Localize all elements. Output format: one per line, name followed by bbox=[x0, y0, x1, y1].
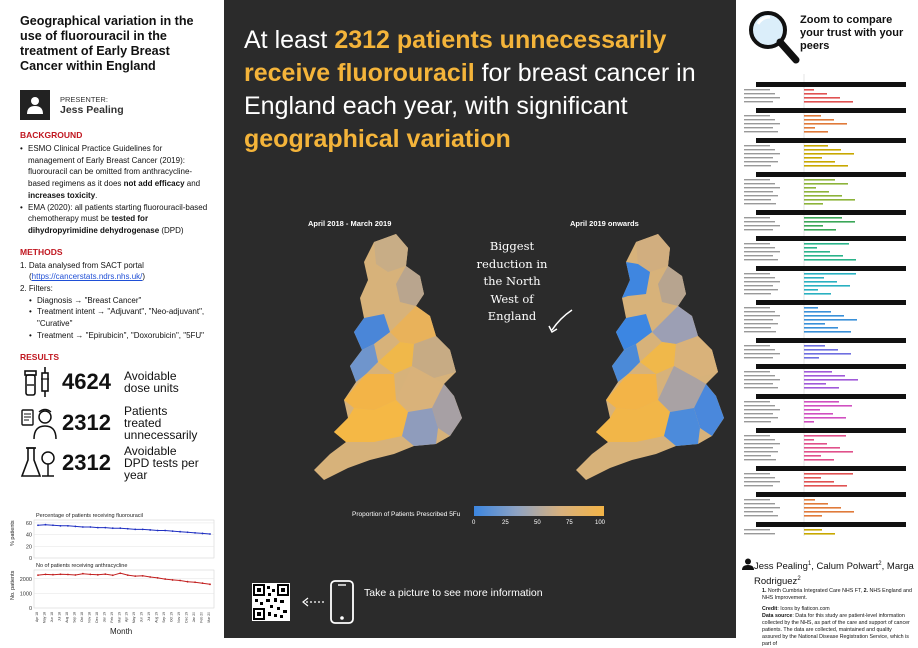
group-header bbox=[756, 300, 906, 305]
group-header bbox=[756, 364, 906, 369]
left-panel bbox=[0, 0, 224, 638]
trust-label-line bbox=[744, 131, 778, 132]
x-tick-label: Sep 18 bbox=[72, 612, 77, 623]
trust-label-line bbox=[744, 277, 775, 278]
trust-label-line bbox=[744, 319, 773, 320]
methods-heading: METHODS bbox=[20, 246, 63, 257]
trust-label-line bbox=[744, 199, 771, 200]
x-tick-label: Mar 20 bbox=[207, 612, 211, 623]
trust-bar bbox=[804, 533, 835, 535]
trust-bar bbox=[804, 477, 821, 479]
trust-bar bbox=[804, 149, 841, 151]
x-tick-label: Apr 19 bbox=[124, 612, 129, 622]
chart-xlabel: Month bbox=[110, 627, 133, 636]
trust-label-line bbox=[744, 123, 780, 124]
x-tick-label: Dec 18 bbox=[94, 612, 99, 623]
trust-label-line bbox=[744, 289, 778, 290]
trust-label-line bbox=[744, 89, 770, 90]
y-tick-label: 1000 bbox=[19, 591, 32, 598]
group-header bbox=[756, 108, 906, 113]
x-tick-label: Nov 19 bbox=[177, 612, 182, 623]
headline: At least 2312 patients unnecessarily receive fluorouracil for breast cancer in England each year, with significant geographical variation bbox=[244, 26, 696, 153]
trust-bar bbox=[804, 327, 838, 329]
stat-number: 4624 bbox=[62, 369, 111, 395]
trust-bar bbox=[804, 383, 826, 385]
trust-label-line bbox=[744, 387, 778, 388]
lab-flask-icon bbox=[20, 446, 58, 480]
dotted-arrow-icon bbox=[302, 596, 326, 608]
trust-label-line bbox=[744, 273, 770, 274]
results-heading: RESULTS bbox=[20, 351, 60, 362]
trust-bar bbox=[804, 195, 842, 197]
trust-bar bbox=[804, 161, 835, 163]
trust-label-line bbox=[744, 349, 775, 350]
trust-label-line bbox=[744, 285, 773, 286]
trust-bar bbox=[804, 115, 821, 117]
trust-bar bbox=[804, 153, 854, 155]
trust-label-line bbox=[744, 311, 775, 312]
group-header bbox=[756, 210, 906, 215]
trust-label-line bbox=[744, 353, 780, 354]
trust-bar bbox=[804, 183, 848, 185]
vial-syringe-icon bbox=[20, 365, 58, 399]
trust-bar bbox=[804, 285, 850, 287]
trust-bar bbox=[804, 529, 822, 531]
trust-bar bbox=[804, 473, 853, 475]
trust-bar bbox=[804, 281, 837, 283]
trust-label-line bbox=[744, 149, 775, 150]
trust-label-line bbox=[744, 195, 778, 196]
x-tick-label: Mar 19 bbox=[117, 612, 122, 623]
trust-bar bbox=[804, 485, 847, 487]
trust-bar bbox=[804, 481, 834, 483]
trust-bar bbox=[804, 315, 844, 317]
trust-label-line bbox=[744, 455, 771, 456]
trust-label-line bbox=[744, 327, 771, 328]
trust-bar bbox=[804, 387, 839, 389]
trust-label-line bbox=[744, 375, 775, 376]
callout-arrow-icon bbox=[546, 306, 576, 336]
map-before-label: April 2018 - March 2019 bbox=[308, 219, 392, 228]
trust-bar bbox=[804, 331, 851, 333]
x-tick-label: Jan 19 bbox=[102, 612, 107, 623]
x-tick-label: Oct 18 bbox=[79, 612, 84, 622]
group-header bbox=[756, 172, 906, 177]
trust-bar bbox=[804, 455, 821, 457]
stat-dpd-tests bbox=[20, 445, 210, 482]
trust-bar bbox=[804, 371, 832, 373]
england-map-after bbox=[566, 232, 736, 492]
authors: Jess Pealing$^1$, Calum Polwart$^2$, Marga Rodriguez$^2$ bbox=[754, 561, 914, 588]
trust-bar bbox=[804, 251, 830, 253]
trust-label-line bbox=[744, 383, 773, 384]
trust-bar bbox=[804, 311, 831, 313]
trust-bar bbox=[804, 443, 827, 445]
trust-label-line bbox=[744, 515, 778, 516]
trust-label-line bbox=[744, 179, 770, 180]
trust-label-line bbox=[744, 247, 775, 248]
trust-bar bbox=[804, 447, 840, 449]
stat-patients bbox=[20, 401, 210, 445]
chart-title: No of patients receiving anthracycline bbox=[36, 563, 128, 569]
trust-label-line bbox=[744, 293, 771, 294]
trust-bar bbox=[804, 409, 820, 411]
trust-bar bbox=[804, 191, 829, 193]
trust-label-line bbox=[744, 97, 780, 98]
y-tick-label: 60 bbox=[25, 520, 32, 527]
trust-bar bbox=[804, 187, 816, 189]
trust-label-line bbox=[744, 529, 770, 530]
legend-tick: 50 bbox=[534, 520, 541, 526]
y-tick-label: 2000 bbox=[19, 576, 32, 583]
stat-label: Avoidable DPD tests per year bbox=[124, 444, 199, 483]
trust-bar bbox=[804, 413, 833, 415]
trust-label-line bbox=[744, 421, 771, 422]
trust-label-line bbox=[744, 451, 778, 452]
legend-tick: 75 bbox=[566, 520, 573, 526]
affiliations-and-sources: 1. North Cumbria Integrated Care NHS FT, 2. NHS England and NHS Improvement. Credit: Icons by flaticon.com Data source: Data for this study are patient-level information collected by the NHS, as part of the care and support of cancer patients. The data are collected, maintained and quality assured by the National Disease Registration Service, which is part of bbox=[762, 588, 912, 647]
stat-label: Patients treated unnecessarily bbox=[124, 403, 198, 442]
trust-label-line bbox=[744, 315, 780, 316]
trust-label-line bbox=[744, 417, 778, 418]
presenter bbox=[20, 90, 210, 120]
trust-label-line bbox=[744, 255, 773, 256]
trust-bar bbox=[804, 277, 824, 279]
chart-ylabel: % patients bbox=[10, 520, 16, 546]
x-tick-label: Oct 19 bbox=[169, 612, 174, 622]
y-tick-label: 20 bbox=[25, 544, 32, 551]
trust-bar bbox=[804, 203, 823, 205]
x-tick-label: Jul 19 bbox=[147, 612, 152, 622]
group-header bbox=[756, 236, 906, 241]
trust-label-line bbox=[744, 371, 770, 372]
trust-bar bbox=[804, 417, 846, 419]
trust-bar bbox=[804, 243, 849, 245]
trust-bar bbox=[804, 451, 853, 453]
trust-bar bbox=[804, 145, 828, 147]
background-text: • ESMO Clinical Practice Guidelines for management of Early Breast Cancer (2019): fluorouracil can be omitted from anthracycline-based regimens as it does not add efficacy and increases toxicity. • EMA (2020): all patients starting fluorouracil-based chemotherapy must be tested for dihydropyrimidine dehydrogenase (DPD) bbox=[20, 144, 208, 235]
trust-bar bbox=[804, 127, 815, 129]
trust-label-line bbox=[744, 511, 773, 512]
trust-bar bbox=[804, 247, 817, 249]
legend-title: Proportion of Patients Prescribed 5Fu bbox=[352, 511, 461, 518]
stat-number: 2312 bbox=[62, 409, 111, 435]
stat-label: Avoidable dose units bbox=[124, 369, 179, 396]
trust-label-line bbox=[744, 401, 770, 402]
trust-label-line bbox=[744, 345, 770, 346]
trust-label-line bbox=[744, 331, 776, 332]
trust-bar bbox=[804, 435, 846, 437]
legend-tick: 0 bbox=[472, 520, 476, 526]
trust-label-line bbox=[744, 473, 770, 474]
trust-label-line bbox=[744, 161, 778, 162]
x-tick-label: Feb 20 bbox=[199, 612, 204, 623]
chart-ylabel: No. patients bbox=[10, 570, 16, 600]
trust-bar bbox=[804, 289, 818, 291]
trust-bar bbox=[804, 401, 839, 403]
x-tick-label: Jan 20 bbox=[192, 612, 197, 623]
trust-label-line bbox=[744, 447, 773, 448]
callout-text: Biggest reduction in the North West of England bbox=[476, 239, 548, 323]
trust-label-line bbox=[744, 503, 775, 504]
presenter-name: Jess Pealing bbox=[60, 104, 124, 116]
x-tick-label: Feb 19 bbox=[109, 612, 114, 623]
trend-charts bbox=[8, 508, 218, 636]
trust-bar bbox=[804, 459, 834, 461]
trust-label-line bbox=[744, 127, 773, 128]
trust-label-line bbox=[744, 485, 773, 486]
right-panel bbox=[736, 0, 918, 647]
poster-title: Geographical variation in the use of fluorouracil in the treatment of Early Breast Cancer within England bbox=[20, 14, 194, 73]
trend-charts-svg bbox=[8, 508, 218, 636]
trust-bar bbox=[804, 293, 831, 295]
group-header bbox=[756, 138, 906, 143]
trust-label-line bbox=[744, 439, 775, 440]
trust-label-line bbox=[744, 93, 775, 94]
trust-bar bbox=[804, 375, 845, 377]
group-header bbox=[756, 394, 906, 399]
zoom-caption: Zoom to compare your trust with your peers bbox=[800, 14, 904, 52]
trust-label-line bbox=[744, 191, 773, 192]
center-panel bbox=[224, 0, 736, 638]
x-tick-label: Apr 18 bbox=[35, 612, 39, 622]
trust-label-line bbox=[744, 435, 770, 436]
trust-label-line bbox=[744, 203, 776, 204]
x-tick-label: May 19 bbox=[132, 612, 137, 624]
trust-label-line bbox=[744, 405, 775, 406]
trust-bar bbox=[804, 379, 858, 381]
trust-label-line bbox=[744, 499, 770, 500]
trust-bar bbox=[804, 507, 841, 509]
x-tick-label: Dec 19 bbox=[184, 612, 189, 623]
trust-label-line bbox=[744, 165, 771, 166]
presenter-label: PRESENTER: bbox=[60, 95, 108, 104]
x-tick-label: Sep 19 bbox=[162, 612, 167, 623]
x-tick-label: Nov 18 bbox=[87, 612, 92, 623]
trust-label-line bbox=[744, 251, 780, 252]
trust-bar bbox=[804, 439, 814, 441]
trust-label-line bbox=[744, 443, 780, 444]
legend-tick: 100 bbox=[595, 520, 606, 526]
group-header bbox=[756, 428, 906, 433]
results-stats bbox=[20, 364, 210, 482]
presenter-avatar-icon bbox=[20, 90, 50, 120]
group-header bbox=[756, 338, 906, 343]
trust-label-line bbox=[744, 183, 775, 184]
trust-bar bbox=[804, 323, 825, 325]
trust-bar bbox=[804, 503, 828, 505]
trust-label-line bbox=[744, 459, 776, 460]
trust-bar bbox=[804, 307, 818, 309]
trust-bar bbox=[804, 89, 814, 91]
trust-bar bbox=[804, 345, 825, 347]
trust-label-line bbox=[744, 153, 780, 154]
trust-bar bbox=[804, 259, 856, 261]
y-tick-label: 0 bbox=[28, 556, 32, 562]
map-after-label: April 2019 onwards bbox=[570, 219, 639, 228]
x-tick-label: Jun 19 bbox=[139, 612, 144, 623]
trust-bar bbox=[804, 179, 835, 181]
trust-label-line bbox=[744, 101, 773, 102]
legend-tick: 25 bbox=[502, 520, 509, 526]
trust-label-line bbox=[744, 243, 770, 244]
trust-bar bbox=[804, 229, 836, 231]
trust-bar bbox=[804, 515, 822, 517]
trust-label-line bbox=[744, 477, 775, 478]
trust-bar bbox=[804, 123, 847, 125]
trust-bar bbox=[804, 273, 856, 275]
trust-bar bbox=[804, 93, 827, 95]
trust-bar bbox=[804, 499, 815, 501]
trust-label-line bbox=[744, 507, 780, 508]
trust-bar bbox=[804, 199, 855, 201]
methods-text: 1. Data analysed from SACT portal (https://cancerstats.ndrs.nhs.uk/) 2. Filters: • Diagnosis → "Breast Cancer" • Treatment intent → "Adjuvant", "Neo-adjuvant", "Curative" • Treatment → "Epirubicin", "Doxorubicin", "5FU" bbox=[20, 260, 205, 340]
trust-label-line bbox=[744, 229, 773, 230]
trust-bar bbox=[804, 157, 822, 159]
stat-dose-units bbox=[20, 364, 210, 401]
y-tick-label: 0 bbox=[28, 606, 32, 612]
x-tick-label: Jun 18 bbox=[49, 612, 54, 623]
trust-label-line bbox=[744, 221, 775, 222]
trust-label-line bbox=[744, 115, 770, 116]
trust-label-line bbox=[744, 217, 770, 218]
trust-bar bbox=[804, 405, 852, 407]
trust-label-line bbox=[744, 145, 770, 146]
x-tick-label: Aug 18 bbox=[64, 612, 69, 623]
trust-bar bbox=[804, 421, 814, 423]
trust-label-line bbox=[744, 533, 775, 534]
trust-bar bbox=[804, 119, 834, 121]
chart-title: Percentage of patients receiving fluorouracil bbox=[36, 513, 144, 519]
group-header bbox=[756, 82, 906, 87]
trust-label-line bbox=[744, 157, 773, 158]
trust-bar bbox=[804, 217, 842, 219]
group-header bbox=[756, 466, 906, 471]
trust-bar bbox=[804, 101, 853, 103]
trust-bar bbox=[804, 165, 848, 167]
legend-colorbar bbox=[474, 506, 604, 516]
background-heading: BACKGROUND bbox=[20, 130, 83, 140]
trust-label-line bbox=[744, 357, 773, 358]
stat-number: 2312 bbox=[62, 450, 111, 476]
trust-label-line bbox=[744, 413, 773, 414]
sact-portal-link[interactable]: https://cancerstats.ndrs.nhs.uk/ bbox=[31, 272, 143, 282]
trust-label-line bbox=[744, 379, 780, 380]
trust-label-line bbox=[744, 409, 780, 410]
trust-bar bbox=[804, 131, 828, 133]
trust-label-line bbox=[744, 323, 778, 324]
trust-bar bbox=[804, 221, 855, 223]
trust-label-line bbox=[744, 119, 775, 120]
qr-code-icon[interactable] bbox=[252, 583, 290, 621]
trust-bar bbox=[804, 225, 823, 227]
trust-bar bbox=[804, 97, 840, 99]
magnifier-icon bbox=[746, 8, 800, 64]
person-icon bbox=[742, 558, 754, 570]
x-tick-label: May 18 bbox=[42, 612, 47, 624]
trust-label-line bbox=[744, 225, 780, 226]
trust-bar bbox=[804, 255, 843, 257]
trust-comparison-thumbnail bbox=[740, 60, 916, 552]
group-header bbox=[756, 522, 906, 527]
trust-label-line bbox=[744, 281, 780, 282]
group-header bbox=[756, 492, 906, 497]
x-tick-label: Aug 19 bbox=[154, 612, 159, 623]
trust-label-line bbox=[744, 307, 770, 308]
trust-bar bbox=[804, 353, 851, 355]
trust-label-line bbox=[744, 187, 780, 188]
patient-nurse-icon bbox=[20, 406, 58, 440]
x-tick-label: Jul 18 bbox=[57, 612, 62, 622]
take-picture-text: Take a picture to see more information bbox=[364, 587, 543, 599]
trust-bar bbox=[804, 349, 838, 351]
trust-bar bbox=[804, 319, 857, 321]
trust-bar bbox=[804, 511, 854, 513]
trust-label-line bbox=[744, 259, 778, 260]
trust-label-line bbox=[744, 481, 780, 482]
y-tick-label: 40 bbox=[25, 532, 32, 539]
trust-bar bbox=[804, 357, 819, 359]
england-map-before bbox=[304, 232, 474, 492]
phone-icon bbox=[329, 580, 355, 624]
group-header bbox=[756, 266, 906, 271]
